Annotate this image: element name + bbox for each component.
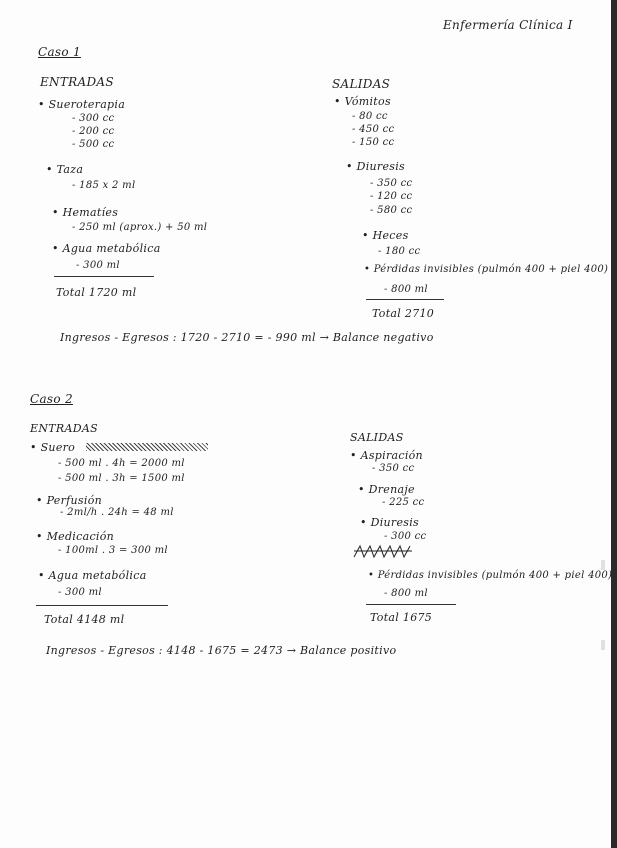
caso1-entrada-label: • Agua metabólica: [52, 242, 161, 255]
caso1-title: Caso 1: [38, 45, 81, 59]
caso1-entrada-value: - 200 cc: [72, 126, 115, 137]
scan-edge-mark: [601, 640, 605, 650]
caso2-salidas-divider: [366, 604, 456, 605]
scribbled-out-text: [352, 543, 414, 561]
caso1-entrada-value: - 500 cc: [72, 139, 115, 150]
caso2-salida-value: - 350 cc: [372, 463, 415, 474]
caso1-entrada-label: • Taza: [46, 163, 83, 176]
caso1-salida-label: • Diuresis: [346, 160, 405, 173]
caso1-salidas-heading: SALIDAS: [332, 77, 391, 91]
caso2-salida-label: • Aspiración: [350, 449, 423, 462]
caso1-salida-value: - 120 cc: [370, 191, 413, 202]
caso2-entradas-heading: ENTRADAS: [30, 422, 98, 435]
caso2-entrada-value: - 500 ml . 3h = 1500 ml: [58, 473, 185, 484]
caso1-entrada-value: - 185 x 2 ml: [72, 180, 136, 191]
page-header-title: Enfermería Clínica I: [443, 18, 573, 32]
scan-edge-mark: [601, 560, 605, 570]
caso2-entrada-label: • Perfusión: [36, 494, 102, 507]
caso1-salida-value: - 180 cc: [378, 246, 421, 257]
caso2-title: Caso 2: [30, 392, 73, 406]
caso1-entradas-heading: ENTRADAS: [40, 75, 114, 89]
caso1-salida-label: • Pérdidas invisibles (pulmón 400 + piel 400): [364, 264, 608, 275]
caso2-salida-label: • Diuresis: [360, 516, 419, 529]
caso1-entrada-label: • Sueroterapia: [38, 98, 125, 111]
caso1-entrada-label: • Hematíes: [52, 206, 118, 219]
caso2-balance: Ingresos - Egresos : 4148 - 1675 = 2473 → Balance positivo: [46, 644, 397, 657]
caso2-salidas-heading: SALIDAS: [350, 431, 404, 444]
caso2-entrada-label: • Medicación: [36, 530, 114, 543]
caso1-salidas-divider: [366, 299, 444, 300]
caso1-salida-value: - 80 cc: [352, 111, 388, 122]
caso1-salida-value: - 150 cc: [352, 137, 395, 148]
caso1-salida-value: - 450 cc: [352, 124, 395, 135]
caso2-salida-value: - 300 cc: [384, 531, 427, 542]
caso2-entrada-value: - 100ml . 3 = 300 ml: [58, 545, 168, 556]
caso1-entradas-divider: [54, 276, 154, 277]
caso1-salidas-total: Total 2710: [372, 307, 435, 320]
caso1-entrada-value: - 300 ml: [76, 260, 120, 271]
caso2-salida-label: • Pérdidas invisibles (pulmón 400 + piel 400): [368, 570, 612, 581]
crossed-out-text: [86, 443, 208, 451]
caso2-entrada-label: • Suero: [30, 441, 75, 454]
caso1-salida-label: • Vómitos: [334, 95, 391, 108]
caso2-salida-label: • Drenaje: [358, 483, 415, 496]
caso2-entrada-value: - 2ml/h . 24h = 48 ml: [60, 507, 174, 518]
caso1-entrada-value: - 300 cc: [72, 113, 115, 124]
caso1-salida-label: • Heces: [362, 229, 409, 242]
caso1-salida-value: - 580 cc: [370, 205, 413, 216]
caso2-entrada-value: - 300 ml: [58, 587, 102, 598]
caso1-entrada-value: - 250 ml (aprox.) + 50 ml: [72, 222, 208, 233]
caso2-entradas-total: Total 4148 ml: [44, 613, 125, 626]
caso2-entradas-divider: [36, 605, 168, 606]
caso1-entradas-total: Total 1720 ml: [56, 286, 137, 299]
caso2-salida-value: - 225 cc: [382, 497, 425, 508]
caso2-entrada-label: • Agua metabólica: [38, 569, 147, 582]
caso2-entrada-value: - 500 ml . 4h = 2000 ml: [58, 458, 185, 469]
caso1-salida-value: - 800 ml: [384, 284, 428, 295]
caso2-salida-value: - 800 ml: [384, 588, 428, 599]
caso1-balance: Ingresos - Egresos : 1720 - 2710 = - 990 ml → Balance negativo: [60, 331, 434, 344]
caso2-salidas-total: Total 1675: [370, 611, 433, 624]
caso1-salida-value: - 350 cc: [370, 178, 413, 189]
